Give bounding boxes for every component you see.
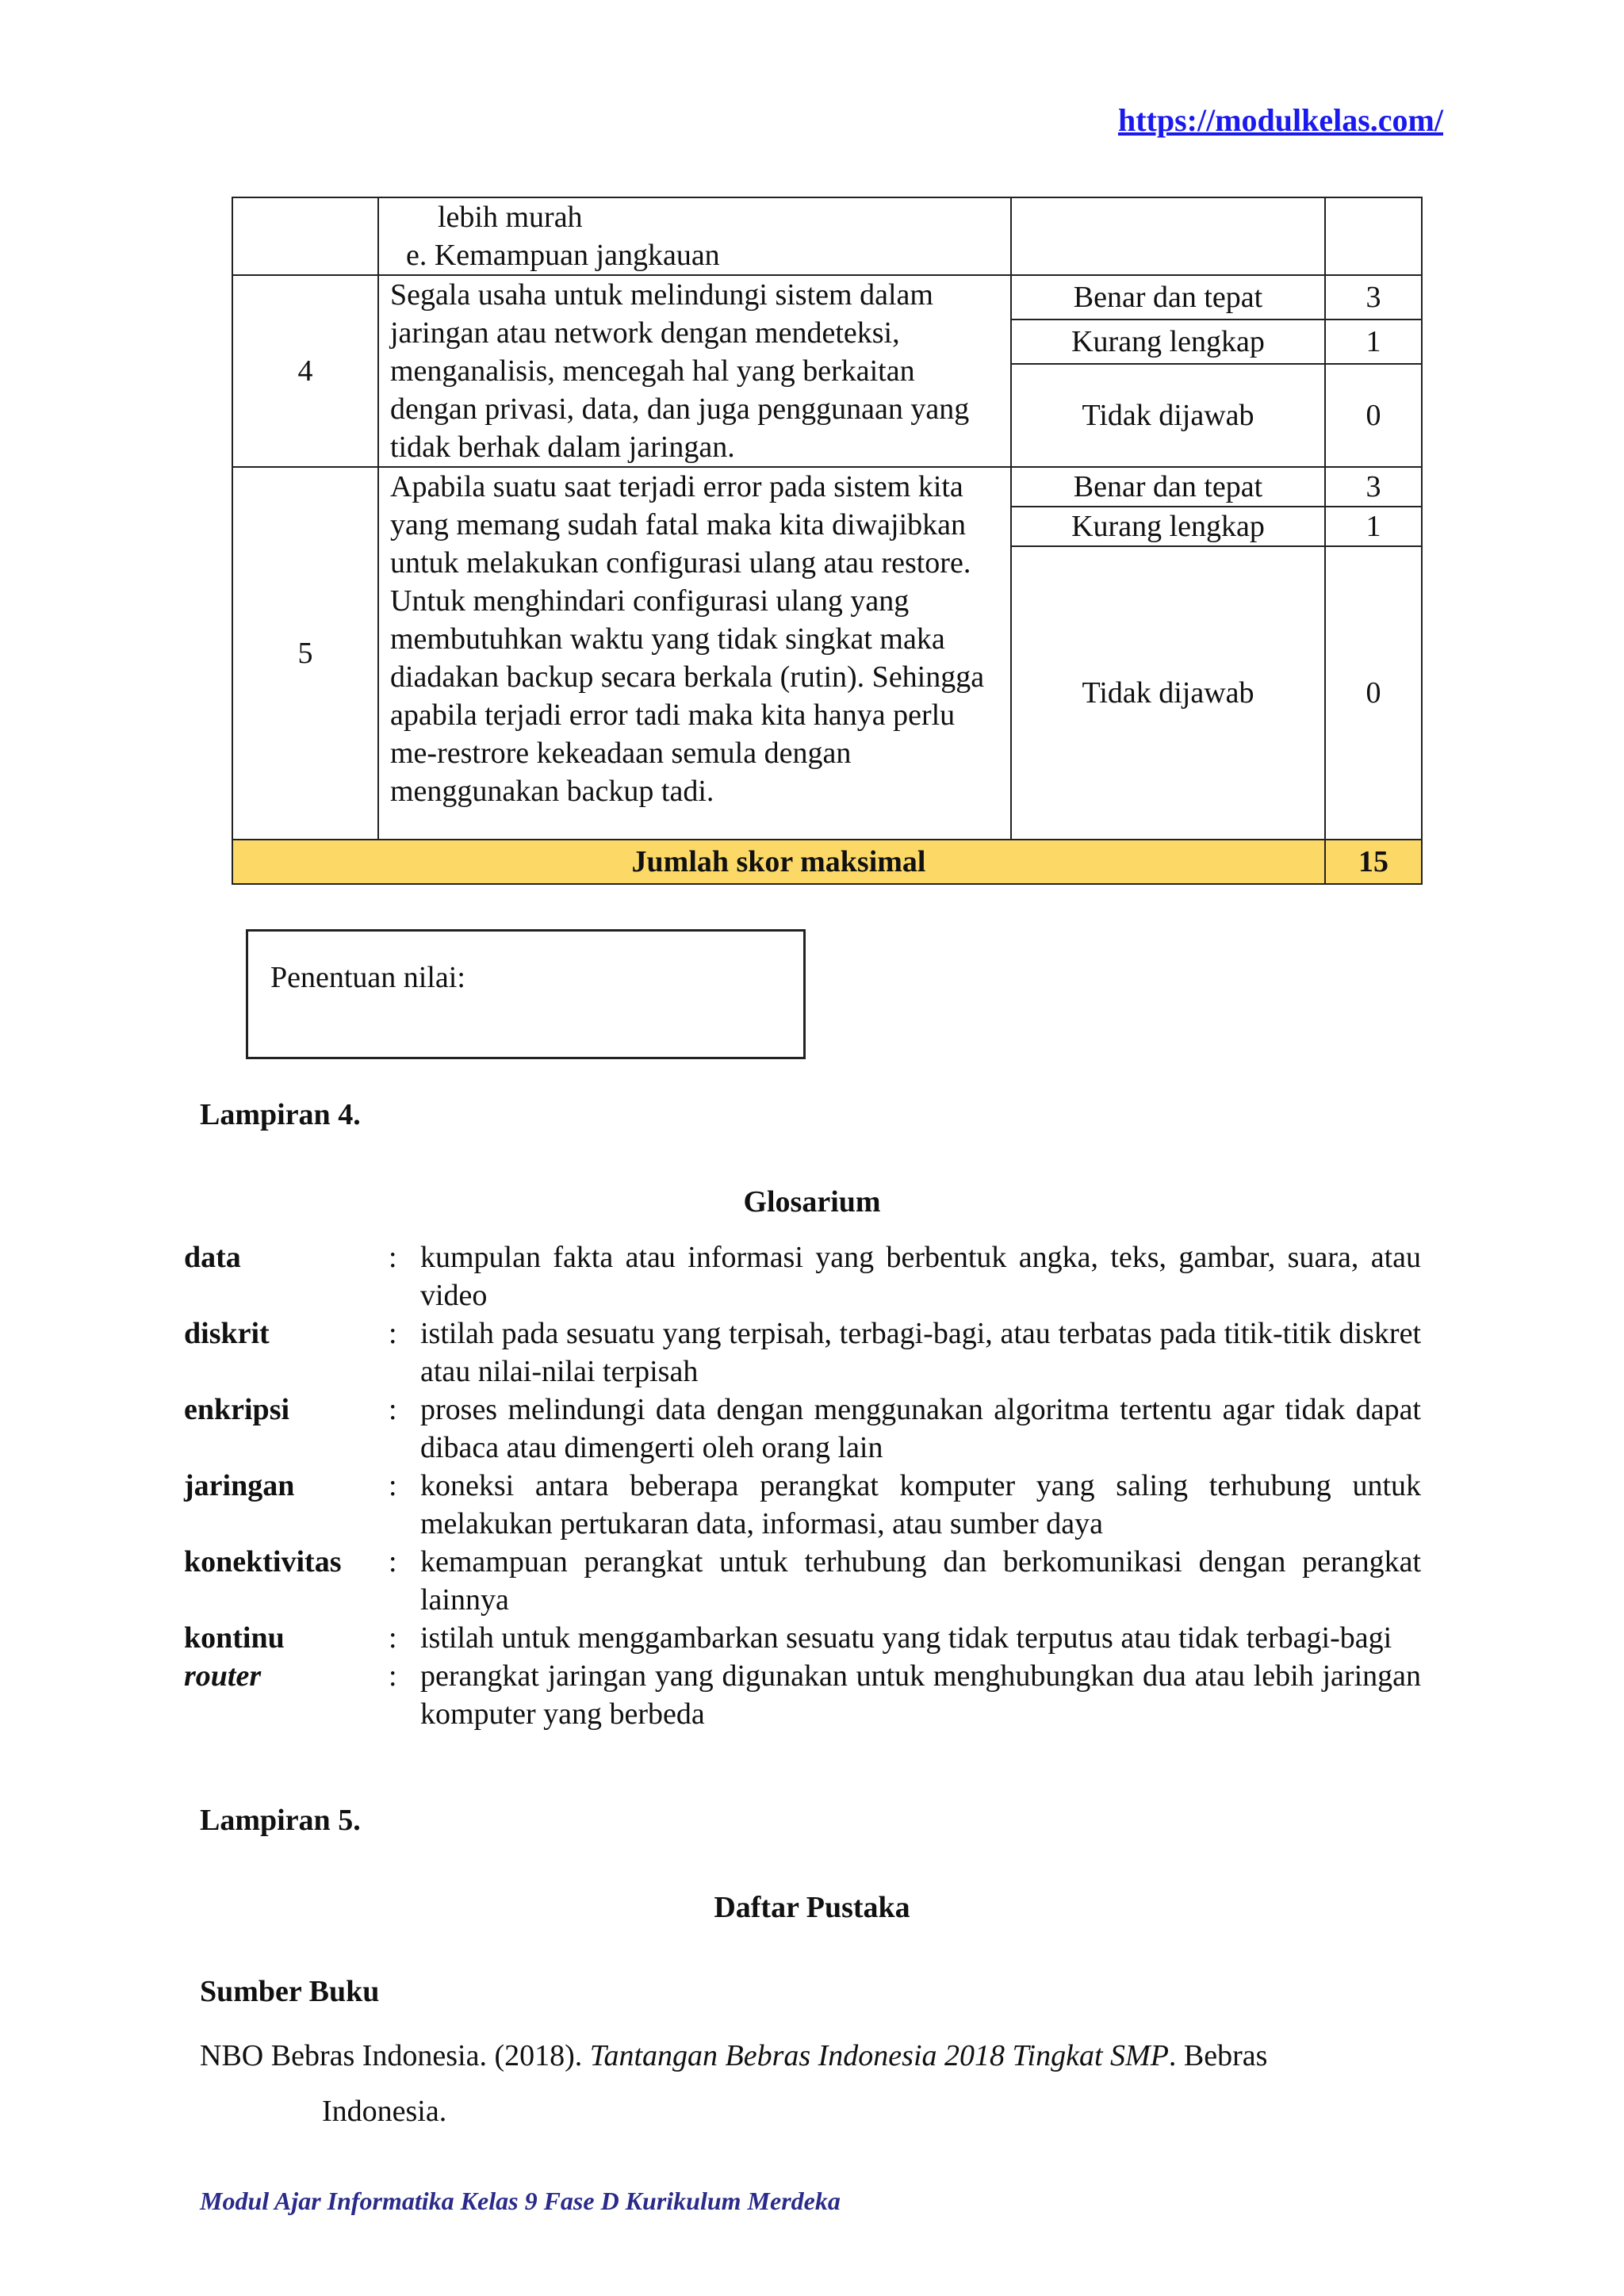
- glossary-definition: kemampuan perangkat untuk terhubung dan berkomunikasi dengan perangkat lainnya: [420, 1545, 1421, 1617]
- grading-box: [246, 929, 806, 1059]
- glossary-definition: koneksi antara beberapa perangkat komputer yang saling terhubung untuk melakukan pertukaran data, informasi, atau sumber daya: [420, 1469, 1421, 1540]
- glossary-term: data: [184, 1241, 241, 1274]
- website-link[interactable]: https://modulkelas.com/: [1117, 102, 1443, 138]
- appendix-5-heading: Lampiran 5.: [200, 1804, 361, 1837]
- score-cell: 1: [1325, 320, 1422, 364]
- total-label: Jumlah skor maksimal: [232, 840, 1325, 884]
- list-item: router : perangkat jaringan yang digunakan untuk menghubungkan dua atau lebih jaringan komputer yang berbeda: [184, 1657, 1421, 1733]
- reference-entry: [200, 2028, 1437, 2139]
- answer-line: lebih murah: [438, 201, 583, 234]
- glossary-term: diskrit: [184, 1317, 270, 1350]
- table-row: [232, 467, 1422, 507]
- answer-line: e. Kemampuan jangkauan: [406, 239, 720, 272]
- glossary-definition: istilah pada sesuatu yang terpisah, terbagi-bagi, atau terbatas pada titik-titik diskret atau nilai-nilai terpisah: [420, 1317, 1421, 1388]
- score-cell: [1325, 197, 1422, 275]
- score-cell: 0: [1325, 364, 1422, 467]
- rubric-table: [232, 197, 1423, 885]
- criteria-cell: Kurang lengkap: [1011, 507, 1325, 546]
- total-score: 15: [1325, 840, 1422, 884]
- answer-description: [378, 197, 1011, 275]
- glossary-list: [184, 1238, 1421, 1733]
- list-item: kontinu : istilah untuk menggambarkan sesuatu yang tidak terputus atau tidak terbagi-bagi: [184, 1619, 1421, 1657]
- list-item: enkripsi : proses melindungi data dengan menggunakan algoritma tertentu agar tidak dapat dibaca atau dimengerti oleh orang lain: [184, 1391, 1421, 1467]
- row-number: 4: [232, 275, 378, 467]
- grading-label: Penentuan nilai:: [270, 961, 465, 994]
- reference-title: Tantangan Bebras Indonesia 2018 Tingkat SMP: [589, 2039, 1169, 2072]
- glossary-definition: proses melindungi data dengan menggunakan algoritma tertentu agar tidak dapat dibaca atau dimengerti oleh orang lain: [420, 1393, 1421, 1464]
- criteria-cell: [1011, 197, 1325, 275]
- list-item: diskrit : istilah pada sesuatu yang terpisah, terbagi-bagi, atau terbatas pada titik-titik diskret atau nilai-nilai terpisah: [184, 1314, 1421, 1391]
- criteria-cell: Tidak dijawab: [1011, 364, 1325, 467]
- list-item: data : kumpulan fakta atau informasi yang berbentuk angka, teks, gambar, suara, atau video: [184, 1238, 1421, 1314]
- glossary-term: enkripsi: [184, 1393, 290, 1426]
- criteria-cell: Tidak dijawab: [1011, 546, 1325, 840]
- criteria-cell: Benar dan tepat: [1011, 467, 1325, 507]
- page-footer: Modul Ajar Informatika Kelas 9 Fase D Kurikulum Merdeka: [200, 2187, 841, 2215]
- list-item: konektivitas : kemampuan perangkat untuk terhubung dan berkomunikasi dengan perangkat lainnya: [184, 1543, 1421, 1619]
- score-cell: 3: [1325, 467, 1422, 507]
- answer-description: Segala usaha untuk melindungi sistem dalam jaringan atau network dengan mendeteksi, menganalisis, mencegah hal yang berkaitan dengan privasi, data, dan juga penggunaan yang tidak berhak dalam jaringan.: [378, 275, 1011, 467]
- glossary-definition: istilah untuk menggambarkan sesuatu yang tidak terputus atau tidak terbagi-bagi: [420, 1621, 1392, 1655]
- list-item: jaringan : koneksi antara beberapa perangkat komputer yang saling terhubung untuk melakukan pertukaran data, informasi, atau sumber daya: [184, 1467, 1421, 1543]
- glossary-term: konektivitas: [184, 1545, 342, 1578]
- references-subhead: Sumber Buku: [200, 1975, 380, 2008]
- criteria-cell: Kurang lengkap: [1011, 320, 1325, 364]
- table-row: [232, 275, 1422, 320]
- glossary-term: jaringan: [184, 1469, 295, 1502]
- row-number: [232, 197, 378, 275]
- glossary-definition: kumpulan fakta atau informasi yang berbentuk angka, teks, gambar, suara, atau video: [420, 1241, 1421, 1312]
- glossary-term: router: [184, 1659, 262, 1693]
- score-cell: 0: [1325, 546, 1422, 840]
- reference-publisher: . Bebras: [1168, 2039, 1268, 2072]
- glossary-title: Glosarium: [743, 1185, 881, 1219]
- reference-continuation: Indonesia.: [322, 2095, 447, 2128]
- reference-author: NBO Bebras Indonesia. (2018).: [200, 2039, 590, 2072]
- glossary-term: kontinu: [184, 1621, 285, 1655]
- answer-description: Apabila suatu saat terjadi error pada sistem kita yang memang sudah fatal maka kita diwajibkan untuk melakukan configurasi ulang atau restore. Untuk menghindari configurasi ulang yang membutuhkan waktu yang tidak singkat maka diadakan backup secara berkala (rutin). Sehingga apabila terjadi error tadi maka kita hanya perlu me-restrore kekeadaan semula dengan menggunakan backup tadi.: [378, 467, 1011, 840]
- table-row: [232, 197, 1422, 275]
- references-title: Daftar Pustaka: [714, 1891, 910, 1924]
- appendix-4-heading: Lampiran 4.: [200, 1098, 361, 1131]
- score-cell: 1: [1325, 507, 1422, 546]
- total-row: [232, 840, 1422, 884]
- row-number: 5: [232, 467, 378, 840]
- criteria-cell: Benar dan tepat: [1011, 275, 1325, 320]
- score-cell: 3: [1325, 275, 1422, 320]
- glossary-definition: perangkat jaringan yang digunakan untuk menghubungkan dua atau lebih jaringan komputer yang berbeda: [420, 1659, 1421, 1731]
